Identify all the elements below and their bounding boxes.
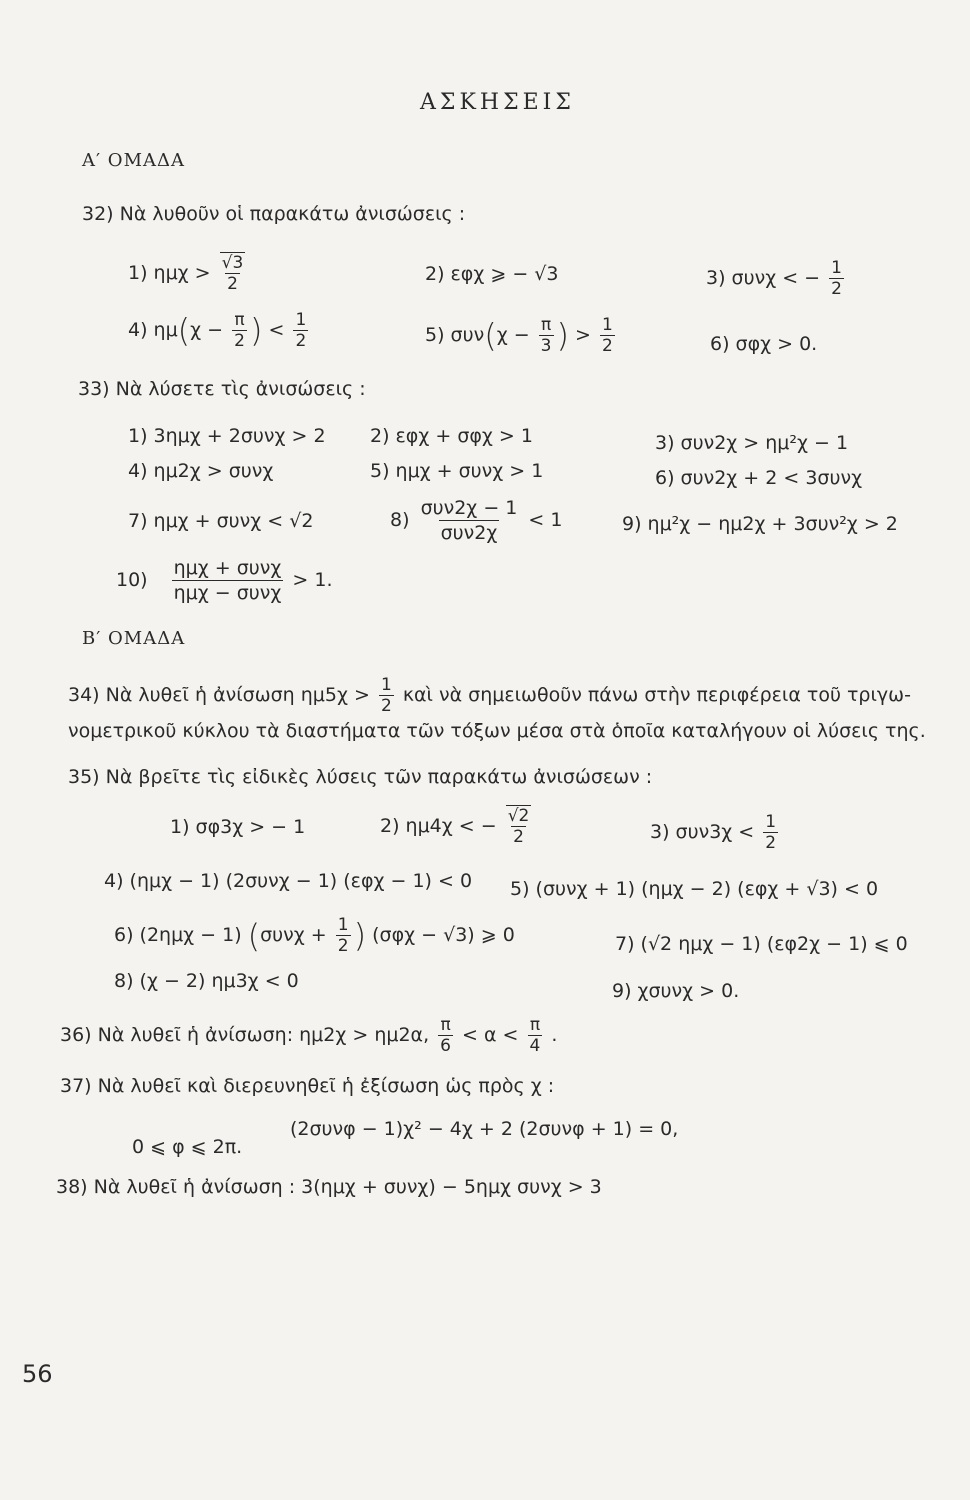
exercise-38-label: 38) Νὰ λυθεῖ ἡ ἀνίσωση : 3(ημχ + συνχ) − 5ημχ συνχ > 3 — [56, 1176, 602, 1198]
ex33-item-3: 3) συν2χ > ημ²χ − 1 — [655, 432, 849, 454]
exercise-35-label: 35) Νὰ βρεῖτε τὶς εἰδικὲς λύσεις τῶν παρακάτω ἀνισώσεων : — [68, 766, 653, 788]
group-a-heading: Α′ ΟΜΑΔΑ — [82, 150, 185, 171]
ex35-item-5: 5) (συνχ + 1) (ημχ − 2) (εφχ + √3) < 0 — [510, 878, 879, 900]
ex35-item-7: 7) (√2 ημχ − 1) (εφ2χ − 1) ⩽ 0 — [615, 933, 908, 955]
ex33-item-5: 5) ημχ + συνχ > 1 — [370, 460, 544, 482]
ex37-condition: 0 ⩽ φ ⩽ 2π. — [132, 1136, 243, 1158]
ex33-item-9: 9) ημ²χ − ημ2χ + 3συν²χ > 2 — [622, 513, 898, 535]
ex33-item-6: 6) συν2χ + 2 < 3συνχ — [655, 467, 863, 489]
ex36-line: 36) Νὰ λυθεῖ ἡ ἀνίσωση: ημ2χ > ημ2α, $\frac{\pi}{6}$ < α < $\frac{\pi}{4}$ . — [60, 1015, 558, 1056]
fraction: $\frac{√3}{2}$ — [221, 253, 244, 294]
ex32-item-3: 3) συνχ < − $\frac{1}{2}$ — [706, 258, 842, 299]
ex33-item-8: 8) $\frac{\text{συν2χ − 1}}{\text{συν2χ}}$ < 1 — [390, 497, 563, 544]
ex32-item-5: 5) συν(χ − $\frac{\pi}{3}$ ) > $\frac{1}{2}$ — [425, 315, 613, 356]
fraction: $\frac{1}{2}$ — [831, 258, 842, 299]
ex35-item-2: 2) ημ4χ < − $\frac{√2}{2}$ — [380, 806, 530, 847]
ex32-item-4: 4) ημ(χ − $\frac{\pi}{2}$ ) < $\frac{1}{2}$ — [128, 310, 307, 351]
ex37-equation: (2συνφ − 1)χ² − 4χ + 2 (2συνφ + 1) = 0, — [290, 1118, 679, 1140]
exercise-32-label: 32) Νὰ λυθοῦν οἱ παρακάτω ἀνισώσεις : — [82, 203, 466, 225]
ex34-line-2: νομετρικοῦ κύκλου τὰ διαστήματα τῶν τόξων μέσα στὰ ὁποῖα καταλήγουν οἱ λύσεις της. — [68, 720, 926, 742]
ex32-item-6: 6) σφχ > 0. — [710, 333, 818, 355]
ex35-item-9: 9) χσυνχ > 0. — [612, 980, 740, 1002]
ex35-item-8: 8) (χ − 2) ημ3χ < 0 — [114, 970, 299, 992]
ex33-item-7: 7) ημχ + συνχ < √2 — [128, 510, 314, 532]
ex35-item-1: 1) σφ3χ > − 1 — [170, 816, 306, 838]
group-b-heading: Β′ ΟΜΑΔΑ — [82, 628, 186, 649]
ex33-item-1: 1) 3ημχ + 2συνχ > 2 — [128, 425, 326, 447]
exercise-33-label: 33) Νὰ λύσετε τὶς ἀνισώσεις : — [78, 378, 366, 400]
ex35-item-3: 3) συν3χ < $\frac{1}{2}$ — [650, 812, 777, 853]
ex35-item-4: 4) (ημχ − 1) (2συνχ − 1) (εφχ − 1) < 0 — [104, 870, 473, 892]
ex33-item-10: 10) $\frac{\text{ημχ + συνχ}}{\text{ημχ − συνχ}}$ > 1. — [116, 557, 333, 604]
ex32-item-1: 1) ημχ > $\frac{√3}{2}$ — [128, 253, 244, 294]
exercise-37-label: 37) Νὰ λυθεῖ καὶ διερευνηθεῖ ἡ ἐξίσωση ὡς πρὸς χ : — [60, 1075, 555, 1097]
ex33-item-4: 4) ημ2χ > συνχ — [128, 460, 274, 482]
ex34-line-1: 34) Νὰ λυθεῖ ἡ ἀνίσωση ημ5χ > $\frac{1}{2}$ καὶ νὰ σημειωθοῦν πάνω στὴν περιφέρεια τοῦ τριγω- — [68, 675, 911, 716]
page-number: 56 — [22, 1360, 53, 1388]
page-title: ΑΣΚΗΣΕΙΣ — [420, 90, 575, 115]
ex35-item-6: 6) (2ημχ − 1) (συνχ + $\frac{1}{2}$ ) (σφχ − √3) ⩾ 0 — [114, 915, 515, 956]
ex32-item-2: 2) εφχ ⩾ − √3 — [425, 263, 559, 285]
ex33-item-2: 2) εφχ + σφχ > 1 — [370, 425, 533, 447]
